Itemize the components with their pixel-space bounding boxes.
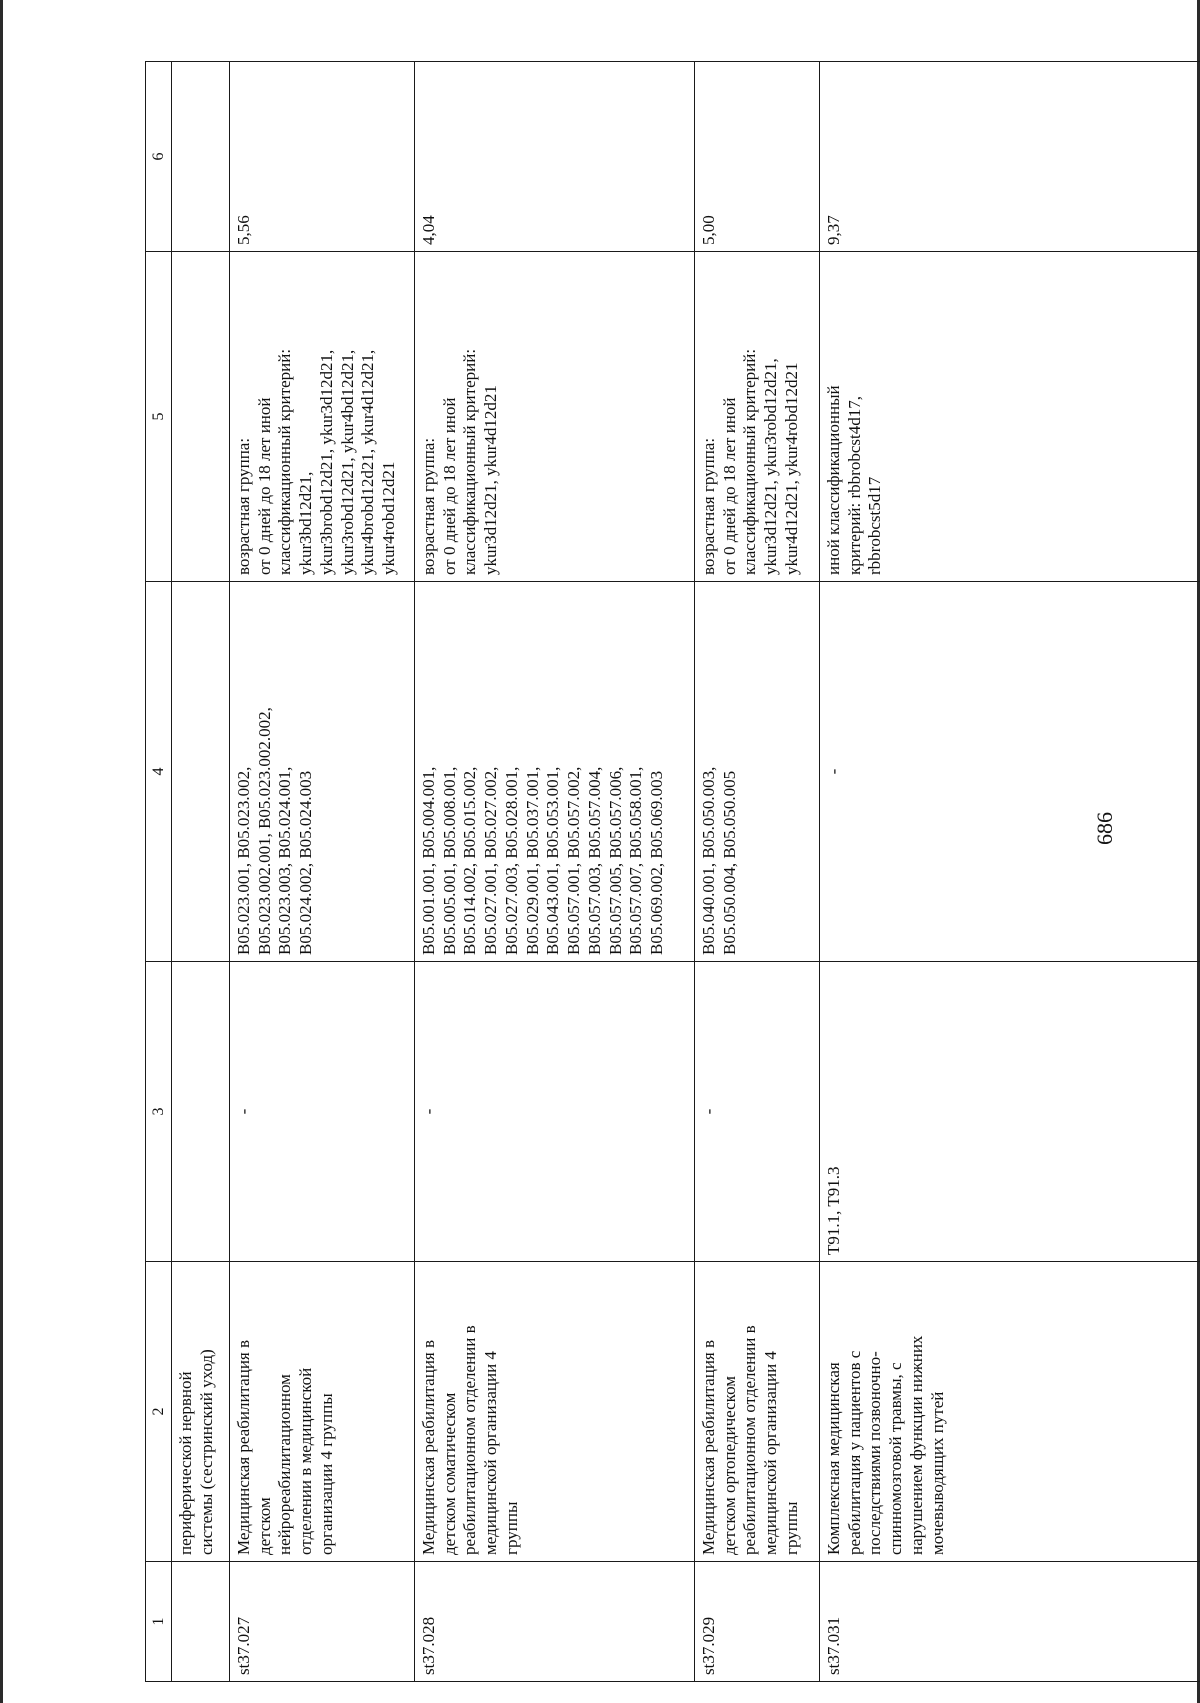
table-row [695, 62, 820, 1682]
table-row [820, 62, 1200, 1682]
row-criteria [172, 252, 230, 582]
header-col-4: 4 [146, 582, 172, 962]
row-diagnosis: T91.1, T91.3 [820, 962, 1200, 1262]
row-coefficient: 5,56 [230, 62, 415, 252]
row-criteria: возрастная группа: от 0 дней до 18 лет иной классификационный критерий: ykur3bd12d21, ykur3brobd12d21, ykur3d12d21, ykur3robd12d21, ykur4bd12d21, ykur4brobd12d21, ykur4d12d21, ykur4robd12d21 [230, 252, 415, 582]
row-services: B05.040.001, B05.050.003, B05.050.004, B05.050.005 [695, 582, 820, 962]
header-col-6: 6 [146, 62, 172, 252]
header-col-3: 3 [146, 962, 172, 1262]
row-name: Медицинская реабилитация в детском нейрореабилитационном отделении в медицинской организации 4 группы [230, 1262, 415, 1562]
row-code: st37.029 [695, 1562, 820, 1682]
row-diagnosis: - [415, 962, 695, 1262]
row-code: st37.028 [415, 1562, 695, 1682]
row-coefficient [172, 62, 230, 252]
row-diagnosis: - [230, 962, 415, 1262]
rotated-table-container [145, 62, 1200, 1682]
row-code: st37.031 [820, 1562, 1200, 1682]
header-row [146, 62, 172, 1682]
tariff-table [145, 61, 1200, 1682]
row-code: st37.027 [230, 1562, 415, 1682]
scan-edge-left [0, 0, 3, 1703]
row-code [172, 1562, 230, 1682]
row-coefficient: 9,37 [820, 62, 1200, 252]
header-col-5: 5 [146, 252, 172, 582]
header-col-2: 2 [146, 1262, 172, 1562]
row-diagnosis [172, 962, 230, 1262]
header-col-1: 1 [146, 1562, 172, 1682]
table-row [230, 62, 415, 1682]
row-coefficient: 4,04 [415, 62, 695, 252]
table-row [415, 62, 695, 1682]
row-services: B05.023.001, B05.023.002, B05.023.002.001, B05.023.002.002, B05.023.003, B05.024.001, B05.024.002, B05.024.003 [230, 582, 415, 962]
row-coefficient: 5,00 [695, 62, 820, 252]
row-name: Комплексная медицинская реабилитация у пациентов с последствиями позвоночно- спинномозговой травмы, с нарушением функции нижних мочевыводящих путей [820, 1262, 1200, 1562]
row-name: периферической нервной системы (сестринский уход) [172, 1262, 230, 1562]
row-criteria: возрастная группа: от 0 дней до 18 лет иной классификационный критерий: ykur3d12d21, ykur4d12d21 [415, 252, 695, 582]
row-diagnosis: - [695, 962, 820, 1262]
page-number: 686 [1092, 812, 1117, 845]
row-name: Медицинская реабилитация в детском ортопедическом реабилитационном отделении в медицинской организации 4 группы [695, 1262, 820, 1562]
row-criteria: возрастная группа: от 0 дней до 18 лет иной классификационный критерий: ykur3d12d21, ykur3robd12d21, ykur4d12d21, ykur4robd12d21 [695, 252, 820, 582]
row-services: B05.001.001, B05.004.001, B05.005.001, B05.008.001, B05.014.002, B05.015.002, B05.027.001, B05.027.002, B05.027.003, B05.028.001, B05.029.001, B05.037.001, B05.043.001, B05.053.001, B05.057.001, B05.057.002, B05.057.003, B05.057.004, B05.057.005, B05.057.006, B05.057.007, B05.058.001, B05.069.002, B05.069.003 [415, 582, 695, 962]
row-services [172, 582, 230, 962]
row-services: - [820, 582, 1200, 962]
row-criteria: иной классификационный критерий: rbbrobcst4d17, rbbrobcst5d17 [820, 252, 1200, 582]
row-name: Медицинская реабилитация в детском соматическом реабилитационном отделении в медицинской организации 4 группы [415, 1262, 695, 1562]
table-row [172, 62, 230, 1682]
